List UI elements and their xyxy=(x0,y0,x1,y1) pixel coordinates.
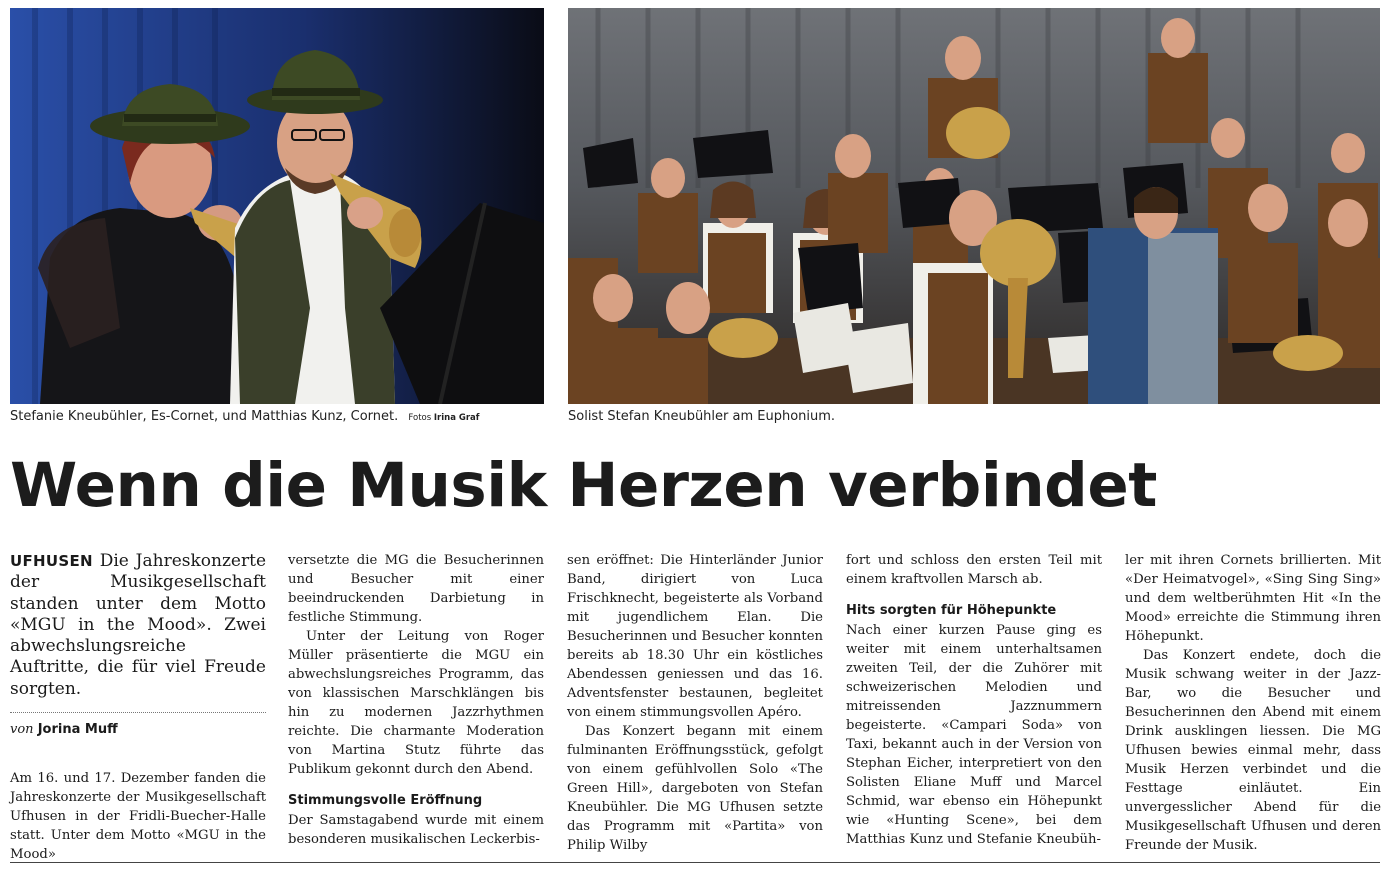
bottom-divider xyxy=(10,862,1380,863)
byline-divider xyxy=(10,712,266,713)
photo-cornet-players xyxy=(10,8,544,404)
byline-author: Jorina Muff xyxy=(37,722,118,738)
byline xyxy=(10,720,266,739)
photo-credit-name: Irina Graf xyxy=(433,413,480,423)
article-column-5 xyxy=(1125,551,1381,855)
subheading: Hits sorgten für Höhepunkte xyxy=(846,603,1057,618)
body-paragraph: Nach einer kurzen Pause ging es weiter mit einem unterhaltsamen zweiten Teil, der die Zuhörer mit schweizerischen Melodien und mitreissenden Jazznummern begeisterte. «Campari Soda» von Taxi, bekannt auch in der Version von Stephan Eicher, interpretiert von den Solisten Eliane Muff und Marcel Schmid, war ebenso ein Höhepunkt wie «Hunting Scene», bei dem Matthias Kunz und Stefanie Kneubüh- xyxy=(846,623,1102,847)
body-paragraph: fort und schloss den ersten Teil mit einem kraftvollen Marsch ab. xyxy=(846,553,1102,587)
article-headline: Wenn die Musik Herzen verbindet xyxy=(10,450,1157,521)
body-paragraph: ler mit ihren Cornets brillierten. Mit «Der Heimatvogel», «Sing Sing Sing» und dem weltberühmten Hit «In the Mood» erreichte die Stimmung ihren Höhepunkt. xyxy=(1125,553,1381,644)
caption-text: Solist Stefan Kneubühler am Euphonium. xyxy=(568,409,836,424)
body-paragraph: Unter der Leitung von Roger Müller präsentierte die MGU ein abwechslungsreiches Programm, das von klassischen Marschklängen bis hin zu modernen Jazzrhythmen reichte. Die charmante Moderation von Martina Stutz führte das Publikum gekonnt durch den Abend. xyxy=(288,629,544,777)
photo-credit xyxy=(408,413,479,423)
article-column-4 xyxy=(846,551,1102,849)
body-paragraph: Das Konzert endete, doch die Musik schwang weiter in der Jazz-Bar, wo die Besucher und Besucherinnen den Abend mit einem Drink ausklingen liessen. Die MG Ufhusen bewies einmal mehr, dass Musik Herzen verbindet und die Festtage einläutet. Ein unvergesslicher Abend für die Musikgesellschaft Ufhusen und deren Freunde der Musik. xyxy=(1125,648,1381,853)
byline-prefix: von xyxy=(10,722,34,738)
body-paragraph: Am 16. und 17. Dezember fanden die Jahreskonzerte der Musikgesellschaft Ufhusen in der Fridli-Buecher-Halle statt. Unter dem Motto «MGU in the Mood» xyxy=(10,771,266,863)
body-paragraph: Das Konzert begann mit einem fulminanten Eröffnungsstück, gefolgt von einem gefühlvollen Solo «The Green Hill», dargeboten von Stefan Kneubühler. Die MG Ufhusen setzte das Programm mit «Partita» von Philip Wilby xyxy=(567,724,823,853)
photo-caption-left xyxy=(10,409,480,424)
article-column-2 xyxy=(288,551,544,849)
body-paragraph: Der Samstagabend wurde mit einem besonderen musikalischen Leckerbis- xyxy=(288,813,544,847)
photo-caption-right xyxy=(568,409,835,424)
article-column-1 xyxy=(10,551,266,864)
photo-credit-prefix: Fotos xyxy=(408,413,432,423)
lead-text: Die Jahreskonzerte der Musikgesellschaft standen unter dem Motto «MGU in the Mood». Zwei abwechslungsreiche Auftritte, die für viel Freude sorgten. xyxy=(10,551,266,699)
photo-brass-band xyxy=(568,8,1380,404)
body-paragraph: versetzte die MG die Besucherinnen und Besucher mit einer beeindruckenden Darbietung in festliche Stimmung. xyxy=(288,553,544,625)
body-paragraph: sen eröffnet: Die Hinterländer Junior Band, dirigiert von Luca Frischknecht, begeisterte als Vorband mit jugendlichem Elan. Die Besucherinnen und Besucher konnten bereits ab 18.30 Uhr ein köstliches Abendessen geniessen und das 16. Adventsfenster bestaunen, begleitet von einem stimmungsvollen Apéro. xyxy=(567,553,823,720)
caption-text: Stefanie Kneubühler, Es-Cornet, und Matthias Kunz, Cornet. xyxy=(10,409,399,424)
article-lead xyxy=(10,551,266,700)
subheading: Stimmungsvolle Eröffnung xyxy=(288,793,483,808)
article-column-3 xyxy=(567,551,823,855)
dateline: UFHUSEN xyxy=(10,552,93,570)
